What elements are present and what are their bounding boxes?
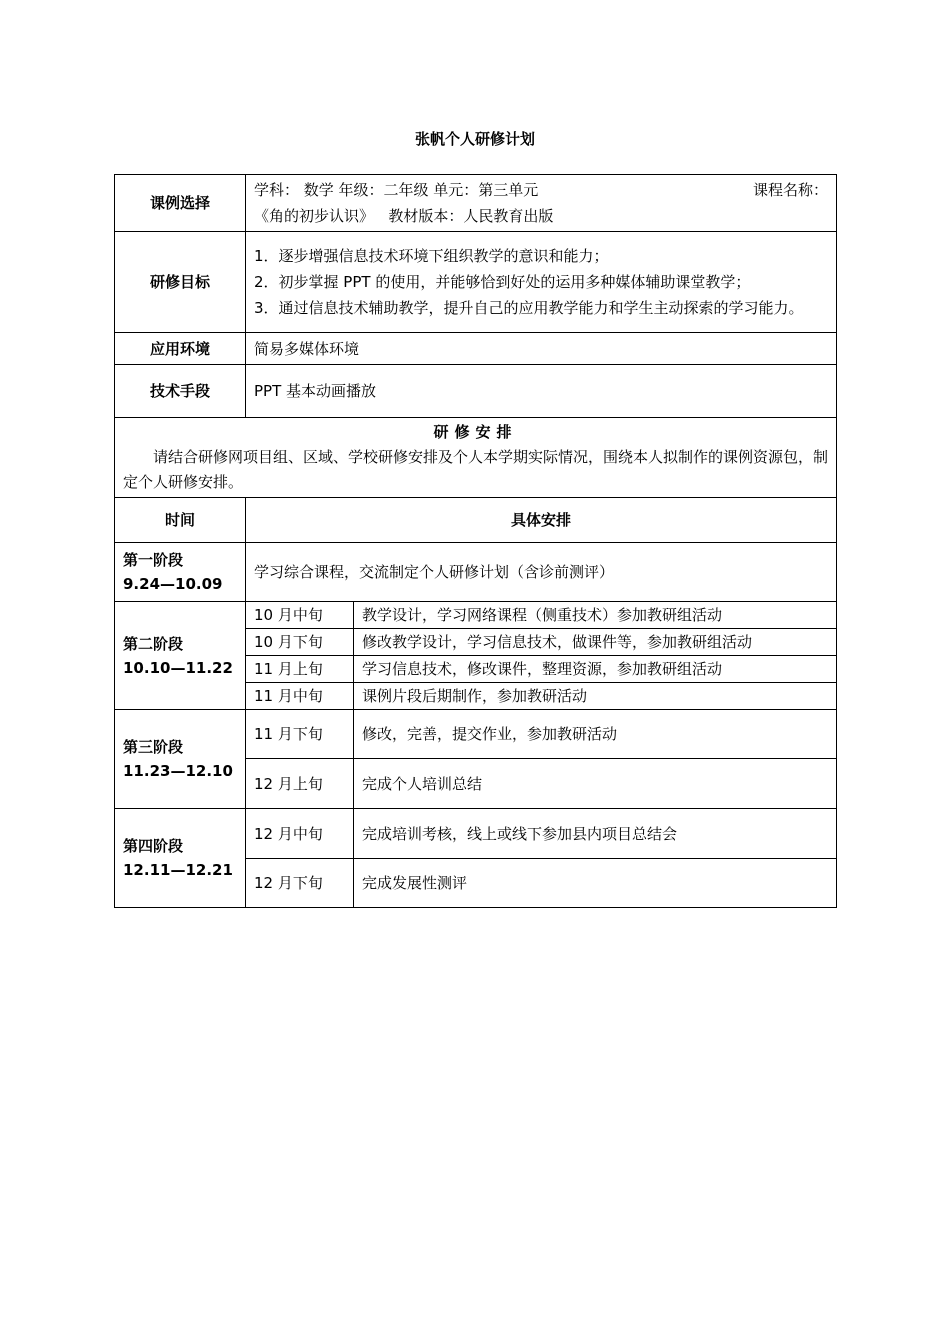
arrangement-heading: 研修安排 [433,423,518,441]
course-name: 《角的初步认识》 [254,207,375,225]
document-title: 张帆个人研修计划 [414,130,535,148]
stage-dates: 9.24—10.09 [123,575,223,593]
environment-value: 简易多媒体环境 [246,333,837,365]
course-info [246,175,837,232]
technique-value: PPT 基本动画播放 [246,365,837,418]
task-cell: 完成培训考核，线上或线下参加县内项目总结会 [354,809,837,859]
task-cell: 完成发展性测评 [354,859,837,908]
task-cell: 完成个人培训总结 [354,759,837,809]
goals-row [115,232,837,333]
goal-item: 1．逐步增强信息技术环境下组织教学的意识和能力； [254,247,609,265]
task-cell: 课例片段后期制作，参加教研活动 [354,683,837,710]
stage-name: 第三阶段 [123,738,184,756]
stage-dates: 12.11—12.21 [123,861,233,879]
stage-dates: 10.10—11.22 [123,658,233,677]
technique-label: 技术手段 [115,365,246,418]
period-cell: 12 月下旬 [246,859,354,908]
table-row [115,602,837,629]
goal-item: 3．通过信息技术辅助教学，提升自己的应用教学能力和学生主动探索的学习能力。 [254,299,804,317]
period-cell: 11 月中旬 [246,683,354,710]
task-cell: 修改教学设计，学习信息技术，做课件等，参加教研组活动 [354,629,837,656]
arrangement-description: 请结合研修网项目组、区域、学校研修安排及个人本学期实际情况，围绕本人拟制作的课例资源包，制定个人研修安排。 [123,448,829,491]
goal-item: 2．初步掌握 PPT 的使用，并能够恰到好处的运用多种媒体辅助课堂教学； [254,273,751,291]
stage3-cell [115,710,246,809]
period-cell: 12 月中旬 [246,809,354,859]
goals-label: 研修目标 [115,232,246,333]
period-cell: 11 月上旬 [246,656,354,683]
stage-name: 第四阶段 [123,837,184,855]
environment-row [115,333,837,365]
stage-name: 第一阶段 [123,551,184,569]
table-row [115,809,837,859]
course-name-label: 课程名称： [753,181,829,199]
course-row [115,175,837,232]
task-cell: 修改，完善，提交作业，参加教研活动 [354,710,837,759]
period-cell: 10 月中旬 [246,602,354,629]
schedule-header-row [115,498,837,543]
study-plan-table [114,174,837,908]
goals-list [246,232,837,333]
stage4-cell [115,809,246,908]
arrangement-cell [115,418,837,498]
stage-name: 第二阶段 [123,634,184,653]
period-cell: 10 月下旬 [246,629,354,656]
table-row [115,710,837,759]
course-edition: 教材版本：人民教育出版 [374,207,554,225]
period-cell: 11 月下旬 [246,710,354,759]
course-line1: 学科： 数学 年级：二年级 单元：第三单元 [254,181,539,199]
stage1-cell [115,543,246,602]
stage2-cell [115,602,246,710]
plan-header: 具体安排 [246,498,837,543]
technique-row [115,365,837,418]
stage1-row [115,543,837,602]
period-cell: 12 月上旬 [246,759,354,809]
task-cell: 教学设计，学习网络课程（侧重技术）参加教研组活动 [354,602,837,629]
arrangement-row [115,418,837,498]
stage-dates: 11.23—12.10 [123,762,233,780]
stage1-task: 学习综合课程，交流制定个人研修计划（含诊前测评） [246,543,837,602]
environment-label: 应用环境 [115,333,246,365]
time-header: 时间 [115,498,246,543]
course-label: 课例选择 [115,175,246,232]
task-cell: 学习信息技术，修改课件，整理资源，参加教研组活动 [354,656,837,683]
